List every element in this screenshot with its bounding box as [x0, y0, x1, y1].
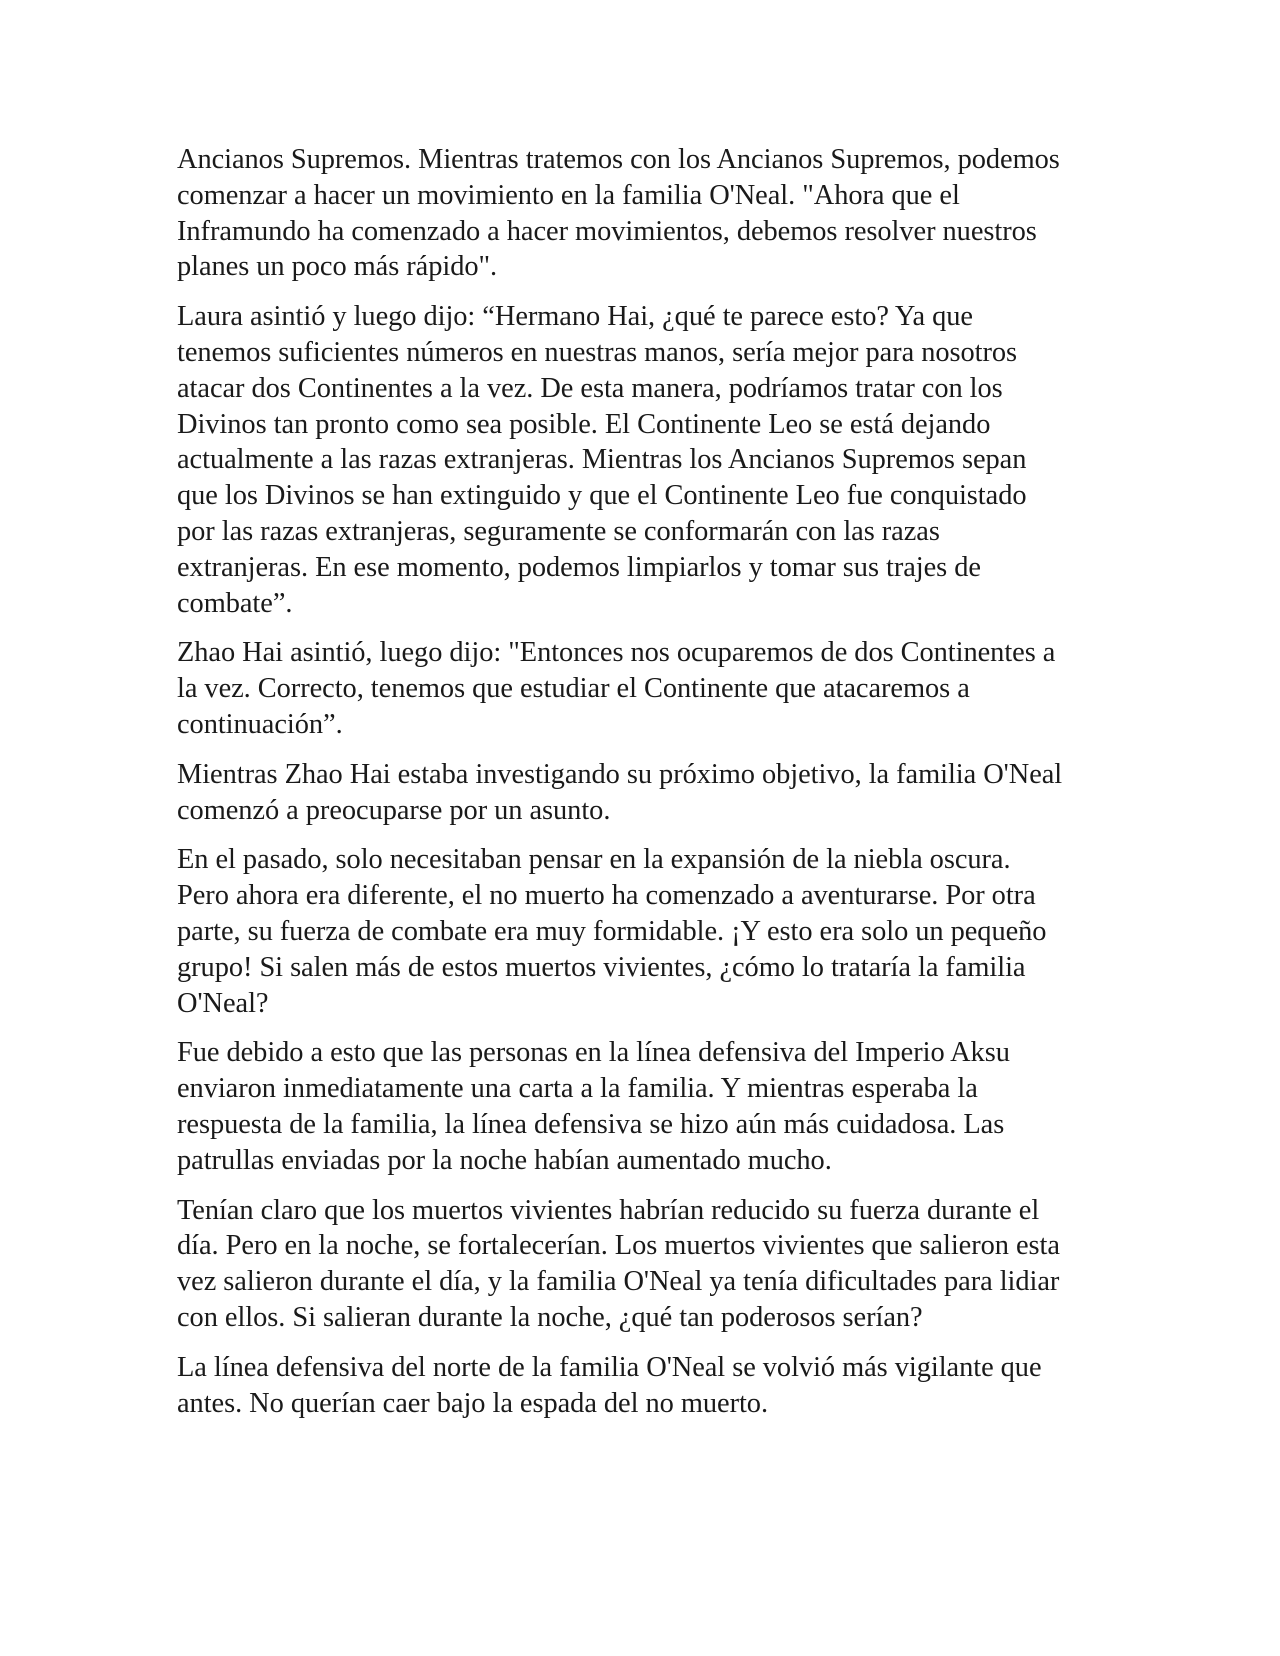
paragraph: Fue debido a esto que las personas en la línea defensiva del Imperio Aksu enviaron inmediatamente una carta a la familia. Y mientras esperaba la respuesta de la familia, la línea defensiva se hizo aún más cuidadosa. Las patrullas enviadas por la noche habían aumentado mucho.: [177, 1037, 1010, 1176]
paragraph: Tenían claro que los muertos vivientes habrían reducido su fuerza durante el día. Pero en la noche, se fortalecerían. Los muertos vivientes que salieron esta vez salieron durante el día, y la familia O'Neal ya tenía dificultades para lidiar con ellos. Si salieran durante la noche, ¿qué tan poderosos serían?: [177, 1194, 1060, 1333]
paragraph: Ancianos Supremos. Mientras tratemos con los Ancianos Supremos, podemos comenzar a hacer un movimiento en la familia O'Neal. "Ahora que el Inframundo ha comenzado a hacer movimientos, debemos resolver nuestros planes un poco más rápido".: [177, 144, 1060, 283]
paragraph: Laura asintió y luego dijo: “Hermano Hai, ¿qué te parece esto? Ya que tenemos suficientes números en nuestras manos, sería mejor para nosotros atacar dos Continentes a la vez. De esta manera, podríamos tratar con los Divinos tan pronto como sea posible. El Continente Leo se está dejando actualmente a las razas extranjeras. Mientras los Ancianos Supremos sepan que los Divinos se han extinguido y que el Continente Leo fue conquistado por las razas extranjeras, seguramente se conformarán con las razas extranjeras. En ese momento, podemos limpiarlos y tomar sus trajes de combate”.: [177, 301, 1027, 619]
paragraph: Mientras Zhao Hai estaba investigando su próximo objetivo, la familia O'Neal comenzó a preocuparse por un asunto.: [177, 758, 1063, 826]
paragraph: Zhao Hai asintió, luego dijo: "Entonces nos ocuparemos de dos Continentes a la vez. Correcto, tenemos que estudiar el Continente que atacaremos a continuación”.: [177, 637, 1056, 740]
paragraph: En el pasado, solo necesitaban pensar en la expansión de la niebla oscura. Pero ahora era diferente, el no muerto ha comenzado a aventurarse. Por otra parte, su fuerza de combate era muy formidable. ¡Y esto era solo un pequeño grupo! Si salen más de estos muertos vivientes, ¿cómo lo trataría la familia O'Neal?: [177, 844, 1047, 1019]
paragraph: La línea defensiva del norte de la familia O'Neal se volvió más vigilante que antes. No querían caer bajo la espada del no muerto.: [177, 1351, 1042, 1419]
